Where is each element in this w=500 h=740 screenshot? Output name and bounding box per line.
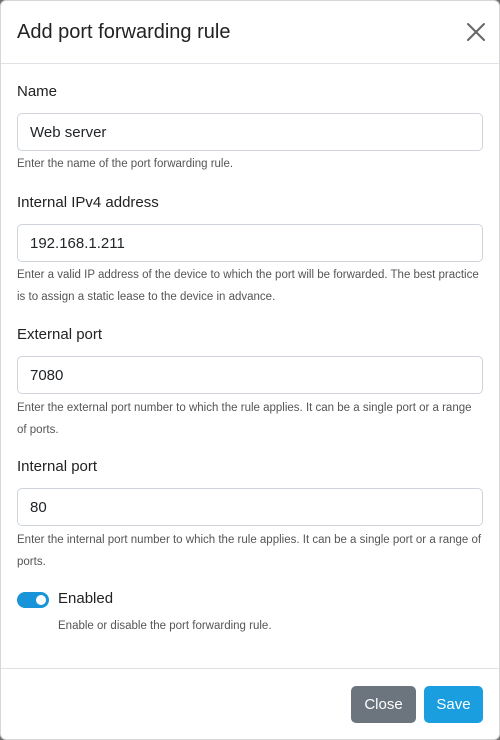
- enabled-help-text: Enable or disable the port forwarding rule.: [58, 620, 272, 632]
- enabled-label: Enabled: [58, 590, 114, 607]
- dialog-footer: [1, 668, 499, 740]
- close-button[interactable]: Close: [351, 686, 416, 723]
- internal-ip-label: Internal IPv4 address: [17, 194, 159, 211]
- internal-ip-input[interactable]: [17, 224, 483, 262]
- internal-port-label: Internal port: [17, 458, 98, 475]
- internal-port-input[interactable]: [17, 488, 483, 526]
- toggle-knob: [36, 595, 46, 605]
- external-port-label: External port: [17, 326, 103, 343]
- dialog-header: [1, 1, 499, 64]
- name-input[interactable]: [17, 113, 483, 151]
- save-button[interactable]: Save: [424, 686, 483, 723]
- close-icon[interactable]: [465, 21, 487, 43]
- enabled-toggle[interactable]: [17, 592, 49, 608]
- external-port-input[interactable]: [17, 356, 483, 394]
- external-port-help-text: Enter the external port number to which the rule applies. It can be a single port or a range of ports.: [17, 402, 472, 436]
- name-help-text: Enter the name of the port forwarding rule.: [17, 158, 234, 170]
- internal-port-help-text: Enter the internal port number to which the rule applies. It can be a single port or a range of ports.: [17, 534, 482, 568]
- name-label: Name: [17, 83, 58, 100]
- dialog-title: Add port forwarding rule: [17, 21, 231, 43]
- internal-ip-help-text: Enter a valid IP address of the device to which the port will be forwarded. The best practice is to assign a static lease to the device in advance.: [17, 269, 479, 303]
